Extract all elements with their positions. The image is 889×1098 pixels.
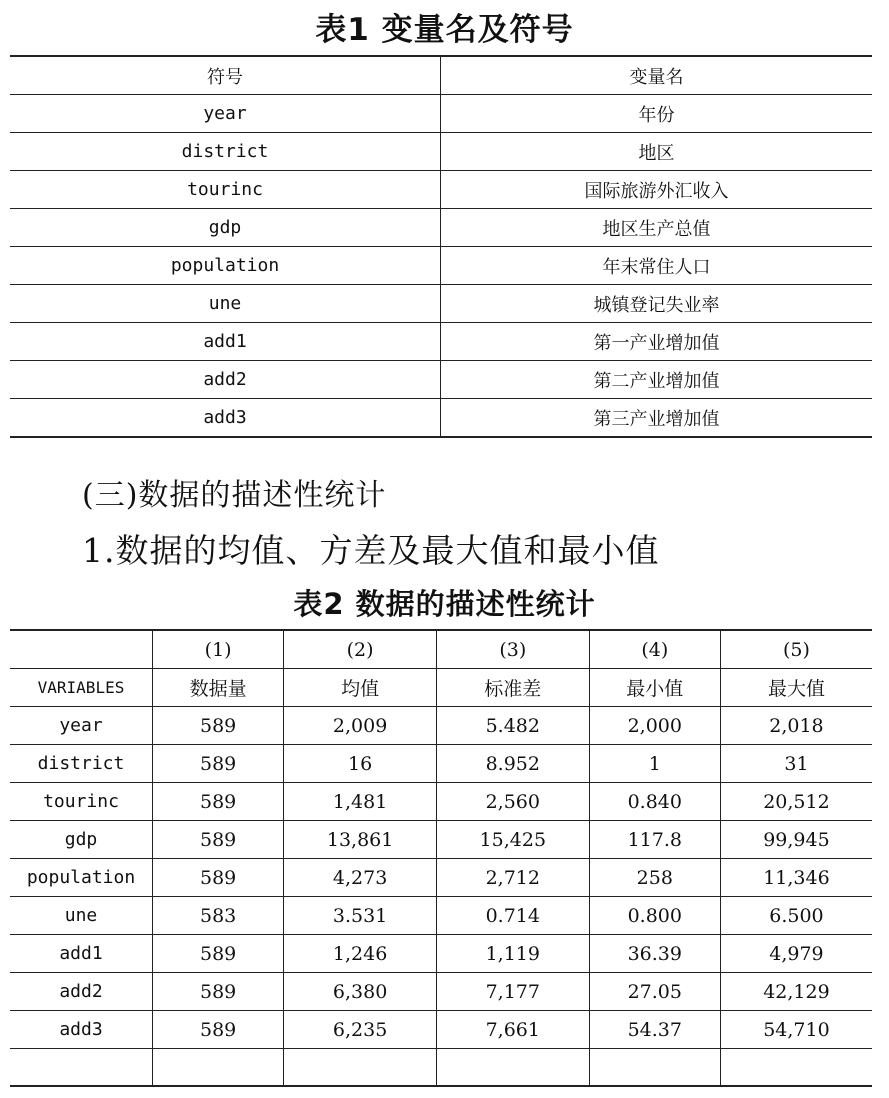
stat-cell bbox=[589, 1049, 720, 1087]
variable-cell: gdp bbox=[10, 821, 153, 859]
stat-cell bbox=[436, 1049, 589, 1087]
stat-cell: 1,119 bbox=[436, 935, 589, 973]
name-cell: 地区生产总值 bbox=[441, 209, 873, 247]
stat-cell: 均值 bbox=[284, 669, 437, 707]
name-cell: 第三产业增加值 bbox=[441, 399, 873, 438]
stat-cell: 6,235 bbox=[284, 1011, 437, 1049]
table2-title: 表2 数据的描述性统计 bbox=[293, 587, 596, 621]
symbol-cell: gdp bbox=[10, 209, 441, 247]
header-symbol: 符号 bbox=[10, 56, 441, 95]
table-row bbox=[10, 95, 872, 133]
stat-cell: 36.39 bbox=[589, 935, 720, 973]
stat-cell: 589 bbox=[153, 821, 284, 859]
name-cell: 第一产业增加值 bbox=[441, 323, 873, 361]
table-row bbox=[10, 973, 872, 1011]
stat-cell: 4,273 bbox=[284, 859, 437, 897]
stat-cell: 20,512 bbox=[720, 783, 872, 821]
variable-cell: add1 bbox=[10, 935, 153, 973]
stat-cell: 5.482 bbox=[436, 707, 589, 745]
stat-cell: (2) bbox=[284, 630, 437, 669]
stat-cell: 6,380 bbox=[284, 973, 437, 1011]
header-variable-name: 变量名 bbox=[441, 56, 873, 95]
stat-cell: 589 bbox=[153, 973, 284, 1011]
name-cell: 年末常住人口 bbox=[441, 247, 873, 285]
variable-cell bbox=[10, 1049, 153, 1087]
table-row bbox=[10, 821, 872, 859]
variable-cell bbox=[10, 630, 153, 669]
symbol-cell: add2 bbox=[10, 361, 441, 399]
stat-cell: 42,129 bbox=[720, 973, 872, 1011]
stat-cell: 583 bbox=[153, 897, 284, 935]
stat-cell: 589 bbox=[153, 745, 284, 783]
name-cell: 国际旅游外汇收入 bbox=[441, 171, 873, 209]
table1-title: 表1 变量名及符号 bbox=[315, 12, 574, 48]
table-row bbox=[10, 745, 872, 783]
stat-cell: 54,710 bbox=[720, 1011, 872, 1049]
stat-cell: 8.952 bbox=[436, 745, 589, 783]
table-row bbox=[10, 897, 872, 935]
stat-cell: 0.800 bbox=[589, 897, 720, 935]
table-row bbox=[10, 285, 872, 323]
stat-cell: (5) bbox=[720, 630, 872, 669]
stat-cell: 4,979 bbox=[720, 935, 872, 973]
table-header-row bbox=[10, 56, 872, 95]
stat-cell: 589 bbox=[153, 859, 284, 897]
name-cell: 第二产业增加值 bbox=[441, 361, 873, 399]
stat-cell: 27.05 bbox=[589, 973, 720, 1011]
stat-cell: 7,661 bbox=[436, 1011, 589, 1049]
name-cell: 年份 bbox=[441, 95, 873, 133]
stat-cell: 0.714 bbox=[436, 897, 589, 935]
stat-cell: 标准差 bbox=[436, 669, 589, 707]
column-number-row bbox=[10, 630, 872, 669]
table-row bbox=[10, 399, 872, 438]
stat-cell bbox=[284, 1049, 437, 1087]
stat-cell: 数据量 bbox=[153, 669, 284, 707]
table-row bbox=[10, 707, 872, 745]
stat-cell: 最小值 bbox=[589, 669, 720, 707]
stat-cell: 最大值 bbox=[720, 669, 872, 707]
stat-cell: 2,712 bbox=[436, 859, 589, 897]
stat-cell: (1) bbox=[153, 630, 284, 669]
table-row bbox=[10, 859, 872, 897]
variable-cell: population bbox=[10, 859, 153, 897]
table-row bbox=[10, 361, 872, 399]
stat-cell: 589 bbox=[153, 935, 284, 973]
stat-cell: 2,009 bbox=[284, 707, 437, 745]
variable-cell: VARIABLES bbox=[10, 669, 153, 707]
symbol-cell: district bbox=[10, 133, 441, 171]
subsection-heading: 1.数据的均值、方差及最大值和最小值 bbox=[82, 531, 660, 570]
table-row bbox=[10, 1011, 872, 1049]
variable-cell: add3 bbox=[10, 1011, 153, 1049]
stat-cell: (4) bbox=[589, 630, 720, 669]
stat-cell: 13,861 bbox=[284, 821, 437, 859]
stat-cell bbox=[720, 1049, 872, 1087]
stat-cell bbox=[153, 1049, 284, 1087]
stat-cell: 7,177 bbox=[436, 973, 589, 1011]
symbol-cell: add3 bbox=[10, 399, 441, 438]
symbol-cell: population bbox=[10, 247, 441, 285]
variable-symbol-table bbox=[10, 55, 872, 438]
symbol-cell: add1 bbox=[10, 323, 441, 361]
stat-cell: 15,425 bbox=[436, 821, 589, 859]
stat-cell: 2,018 bbox=[720, 707, 872, 745]
stat-cell: 0.840 bbox=[589, 783, 720, 821]
symbol-cell: tourinc bbox=[10, 171, 441, 209]
stat-cell: 3.531 bbox=[284, 897, 437, 935]
stat-cell: 1,246 bbox=[284, 935, 437, 973]
stat-cell: 31 bbox=[720, 745, 872, 783]
stat-cell: 2,000 bbox=[589, 707, 720, 745]
variable-cell: district bbox=[10, 745, 153, 783]
symbol-cell: une bbox=[10, 285, 441, 323]
variable-cell: tourinc bbox=[10, 783, 153, 821]
stat-cell: 11,346 bbox=[720, 859, 872, 897]
stat-cell: 1,481 bbox=[284, 783, 437, 821]
stat-cell: 16 bbox=[284, 745, 437, 783]
table-row bbox=[10, 323, 872, 361]
table-row bbox=[10, 783, 872, 821]
name-cell: 城镇登记失业率 bbox=[441, 285, 873, 323]
blank-row bbox=[10, 1049, 872, 1087]
stat-cell: 6.500 bbox=[720, 897, 872, 935]
stat-cell: 54.37 bbox=[589, 1011, 720, 1049]
stat-cell: 589 bbox=[153, 783, 284, 821]
table-row bbox=[10, 247, 872, 285]
variable-cell: add2 bbox=[10, 973, 153, 1011]
table-row bbox=[10, 171, 872, 209]
name-cell: 地区 bbox=[441, 133, 873, 171]
table-row bbox=[10, 209, 872, 247]
table-header-row bbox=[10, 669, 872, 707]
section-heading: (三)数据的描述性统计 bbox=[82, 478, 387, 513]
stat-cell: 99,945 bbox=[720, 821, 872, 859]
table-row bbox=[10, 133, 872, 171]
stat-cell: 1 bbox=[589, 745, 720, 783]
stat-cell: 117.8 bbox=[589, 821, 720, 859]
descriptive-statistics-table bbox=[10, 629, 872, 1087]
table-row bbox=[10, 935, 872, 973]
variable-cell: une bbox=[10, 897, 153, 935]
variable-cell: year bbox=[10, 707, 153, 745]
stat-cell: (3) bbox=[436, 630, 589, 669]
stat-cell: 258 bbox=[589, 859, 720, 897]
stat-cell: 589 bbox=[153, 707, 284, 745]
symbol-cell: year bbox=[10, 95, 441, 133]
stat-cell: 589 bbox=[153, 1011, 284, 1049]
stat-cell: 2,560 bbox=[436, 783, 589, 821]
